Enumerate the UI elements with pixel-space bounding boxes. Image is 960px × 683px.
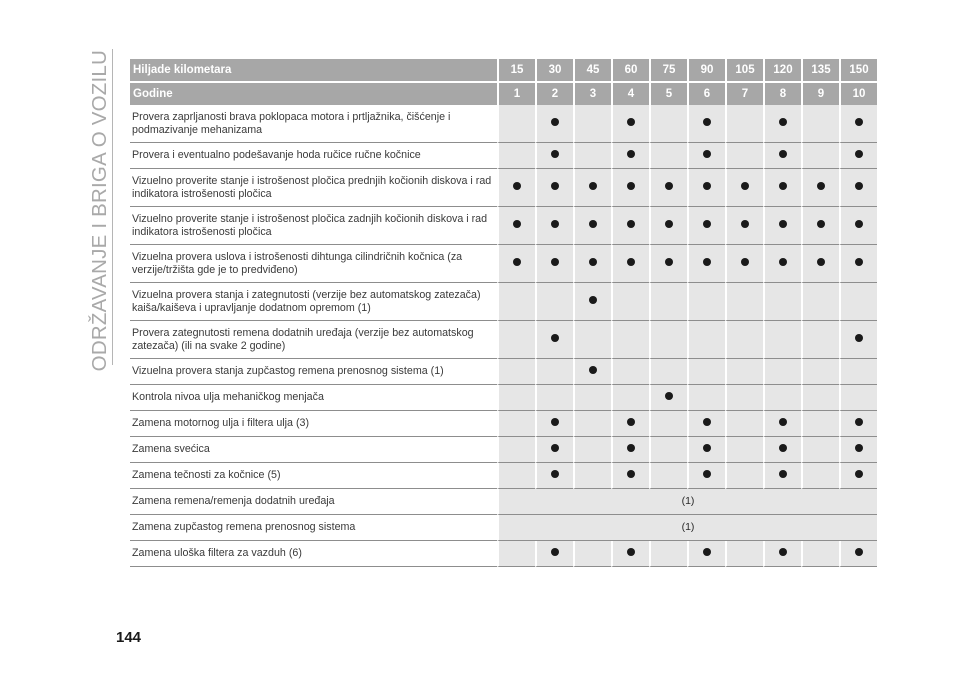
year-header-cell: 8 [763,83,801,105]
schedule-cell [687,437,725,463]
row-label: Zamena motornog ulja i filtera ulja (3) [130,411,497,437]
schedule-cell [725,411,763,437]
km-header-cell: 105 [725,59,763,83]
page-number: 144 [116,629,142,646]
schedule-cell [497,105,535,143]
service-dot-icon [665,392,673,400]
service-dot-icon [627,150,635,158]
service-dot-icon [855,150,863,158]
schedule-cell [649,359,687,385]
service-dot-icon [589,220,597,228]
schedule-cell [801,437,839,463]
schedule-cell [497,169,535,207]
schedule-cell [801,359,839,385]
year-header-cell: 2 [535,83,573,105]
schedule-cell [839,245,877,283]
schedule-cell [535,437,573,463]
service-dot-icon [779,220,787,228]
schedule-cell [649,169,687,207]
year-header-cell: 3 [573,83,611,105]
schedule-cell [763,541,801,567]
schedule-cell [763,437,801,463]
row-note: (1) [681,495,695,507]
schedule-cell [535,105,573,143]
service-dot-icon [551,220,559,228]
year-header-cell: 10 [839,83,877,105]
year-header-cell: 9 [801,83,839,105]
service-dot-icon [703,150,711,158]
km-header-label: Hiljade kilometara [130,59,497,83]
schedule-cell [839,143,877,169]
schedule-cell [611,143,649,169]
service-dot-icon [665,258,673,266]
schedule-cell [649,207,687,245]
km-header-cell: 15 [497,59,535,83]
table-row [130,207,877,245]
schedule-cell [801,463,839,489]
schedule-cell [763,143,801,169]
schedule-cell [763,207,801,245]
schedule-cell [801,105,839,143]
schedule-cell [801,169,839,207]
schedule-cell [725,385,763,411]
row-note-cell [497,515,877,541]
schedule-cell [611,207,649,245]
service-dot-icon [779,548,787,556]
schedule-cell [725,207,763,245]
schedule-cell [611,385,649,411]
table-row [130,411,877,437]
schedule-cell [611,359,649,385]
row-label: Zamena uloška filtera za vazduh (6) [130,541,497,567]
maintenance-schedule-table [130,59,877,567]
schedule-cell [649,321,687,359]
row-label: Zamena tečnosti za kočnice (5) [130,463,497,489]
service-dot-icon [855,548,863,556]
row-label: Zamena zupčastog remena prenosnog sistema [130,515,497,541]
row-label: Provera zaprljanosti brava poklopaca motora i prtljažnika, čišćenje i podmazivanje mehanizama [130,105,497,143]
schedule-cell [497,437,535,463]
schedule-cell [725,321,763,359]
service-dot-icon [817,182,825,190]
section-title-text: ODRŽAVANJE I BRIGA O VOZILU [88,50,111,372]
schedule-cell [687,411,725,437]
schedule-cell [497,411,535,437]
schedule-cell [725,143,763,169]
schedule-cell [573,321,611,359]
schedule-cell [573,143,611,169]
service-dot-icon [741,258,749,266]
schedule-cell [611,463,649,489]
year-header-cell: 7 [725,83,763,105]
row-label: Vizuelno proverite stanje i istrošenost pločica zadnjih kočionih diskova i rad indikatora istrošenosti pločica [130,207,497,245]
schedule-cell [611,169,649,207]
schedule-cell [535,541,573,567]
km-header-cell: 150 [839,59,877,83]
schedule-cell [725,359,763,385]
service-dot-icon [627,418,635,426]
table-row [130,245,877,283]
table-row [130,463,877,489]
service-dot-icon [779,258,787,266]
schedule-cell [801,283,839,321]
service-dot-icon [779,182,787,190]
schedule-cell [573,437,611,463]
schedule-cell [801,411,839,437]
schedule-cell [497,245,535,283]
schedule-cell [535,321,573,359]
service-dot-icon [513,220,521,228]
table-row [130,143,877,169]
km-header-cell: 90 [687,59,725,83]
schedule-cell [497,359,535,385]
km-header-cell: 75 [649,59,687,83]
schedule-cell [839,385,877,411]
schedule-cell [497,463,535,489]
schedule-cell [497,207,535,245]
schedule-cell [649,411,687,437]
row-label: Provera i eventualno podešavanje hoda ručice ručne kočnice [130,143,497,169]
service-dot-icon [741,182,749,190]
schedule-cell [497,385,535,411]
row-label: Kontrola nivoa ulja mehaničkog menjača [130,385,497,411]
service-dot-icon [589,366,597,374]
row-label: Zamena svećica [130,437,497,463]
schedule-cell [611,321,649,359]
service-dot-icon [589,258,597,266]
service-dot-icon [551,150,559,158]
service-dot-icon [779,118,787,126]
schedule-cell [839,463,877,489]
km-header-cell: 30 [535,59,573,83]
service-dot-icon [627,118,635,126]
schedule-cell [763,385,801,411]
service-dot-icon [703,444,711,452]
schedule-cell [497,321,535,359]
service-dot-icon [779,418,787,426]
schedule-cell [535,207,573,245]
schedule-cell [573,385,611,411]
schedule-cell [687,245,725,283]
row-note-cell [497,489,877,515]
service-dot-icon [627,258,635,266]
schedule-cell [535,169,573,207]
table-row [130,321,877,359]
service-dot-icon [703,220,711,228]
row-label: Vizuelna provera stanja zupčastog remena prenosnog sistema (1) [130,359,497,385]
service-dot-icon [703,258,711,266]
service-dot-icon [627,444,635,452]
schedule-cell [535,283,573,321]
service-dot-icon [779,444,787,452]
schedule-cell [839,541,877,567]
service-dot-icon [855,470,863,478]
service-dot-icon [589,182,597,190]
service-dot-icon [551,334,559,342]
year-header-cell: 4 [611,83,649,105]
schedule-cell [649,437,687,463]
service-dot-icon [551,548,559,556]
schedule-cell [611,411,649,437]
schedule-cell [763,283,801,321]
service-dot-icon [665,220,673,228]
schedule-cell [611,541,649,567]
schedule-cell [763,411,801,437]
service-dot-icon [855,334,863,342]
schedule-cell [839,321,877,359]
row-note: (1) [681,521,695,533]
schedule-cell [535,143,573,169]
service-dot-icon [779,470,787,478]
service-dot-icon [703,548,711,556]
schedule-cell [573,541,611,567]
table-header [130,59,877,105]
service-dot-icon [855,118,863,126]
row-label: Vizuelna provera stanja i zategnutosti (verzije bez automatskog zatezača) kaiša/kaiševa i upravljanje dodatnom opremom (1) [130,283,497,321]
service-dot-icon [513,258,521,266]
schedule-cell [839,207,877,245]
schedule-cell [687,283,725,321]
service-dot-icon [817,220,825,228]
schedule-cell [801,245,839,283]
service-dot-icon [551,470,559,478]
service-dot-icon [703,470,711,478]
service-dot-icon [627,548,635,556]
service-dot-icon [703,118,711,126]
schedule-cell [839,283,877,321]
schedule-cell [573,359,611,385]
service-dot-icon [627,182,635,190]
schedule-cell [725,245,763,283]
schedule-cell [535,411,573,437]
schedule-cell [649,283,687,321]
schedule-cell [801,207,839,245]
schedule-cell [687,143,725,169]
schedule-cell [535,359,573,385]
service-dot-icon [551,418,559,426]
schedule-cell [611,105,649,143]
schedule-cell [535,385,573,411]
schedule-cell [687,359,725,385]
schedule-cell [763,245,801,283]
schedule-cell [839,411,877,437]
years-header-label: Godine [130,83,497,105]
service-dot-icon [627,220,635,228]
schedule-cell [573,105,611,143]
schedule-cell [687,541,725,567]
schedule-cell [649,245,687,283]
section-title [85,50,115,370]
row-label: Provera zategnutosti remena dodatnih uređaja (verzije bez automatskog zatezača) (ili na svake 2 godine) [130,321,497,359]
service-dot-icon [627,470,635,478]
service-dot-icon [817,258,825,266]
table-row [130,437,877,463]
service-dot-icon [779,150,787,158]
schedule-cell [573,283,611,321]
km-header-row [130,59,877,83]
schedule-cell [839,105,877,143]
schedule-cell [497,283,535,321]
year-header-cell: 6 [687,83,725,105]
service-dot-icon [551,182,559,190]
schedule-cell [535,463,573,489]
service-dot-icon [855,220,863,228]
table-row [130,105,877,143]
years-header-row [130,83,877,105]
schedule-cell [839,437,877,463]
schedule-cell [725,541,763,567]
km-header-cell: 60 [611,59,649,83]
schedule-cell [611,245,649,283]
table-row [130,489,877,515]
schedule-cell [573,207,611,245]
schedule-cell [763,359,801,385]
year-header-cell: 5 [649,83,687,105]
schedule-cell [573,245,611,283]
service-dot-icon [551,444,559,452]
service-dot-icon [513,182,521,190]
section-divider [112,49,113,365]
schedule-cell [649,463,687,489]
service-dot-icon [589,296,597,304]
schedule-cell [687,105,725,143]
schedule-cell [801,143,839,169]
service-dot-icon [665,182,673,190]
table-row [130,283,877,321]
schedule-cell [763,105,801,143]
table-row [130,169,877,207]
schedule-cell [725,437,763,463]
schedule-cell [839,359,877,385]
schedule-cell [687,321,725,359]
schedule-cell [763,463,801,489]
schedule-cell [573,411,611,437]
service-dot-icon [741,220,749,228]
schedule-cell [763,321,801,359]
service-dot-icon [551,258,559,266]
schedule-cell [687,463,725,489]
schedule-cell [649,541,687,567]
schedule-cell [649,105,687,143]
km-header-cell: 120 [763,59,801,83]
schedule-cell [649,143,687,169]
schedule-cell [801,321,839,359]
schedule-cell [535,245,573,283]
schedule-cell [839,169,877,207]
schedule-cell [687,207,725,245]
schedule-cell [725,105,763,143]
table-body [130,105,877,567]
schedule-cell [611,283,649,321]
schedule-cell [725,283,763,321]
schedule-cell [611,437,649,463]
table-row [130,359,877,385]
service-dot-icon [551,118,559,126]
schedule-cell [725,463,763,489]
table-row [130,385,877,411]
service-dot-icon [703,182,711,190]
schedule-cell [801,385,839,411]
row-label: Vizuelno proverite stanje i istrošenost pločica prednjih kočionih diskova i rad indikatora istrošenosti pločica [130,169,497,207]
km-header-cell: 135 [801,59,839,83]
schedule-cell [573,463,611,489]
year-header-cell: 1 [497,83,535,105]
service-dot-icon [855,444,863,452]
schedule-cell [497,143,535,169]
service-dot-icon [855,418,863,426]
table-row [130,515,877,541]
schedule-cell [763,169,801,207]
km-header-cell: 45 [573,59,611,83]
service-dot-icon [855,182,863,190]
schedule-cell [649,385,687,411]
row-label: Zamena remena/remenja dodatnih uređaja [130,489,497,515]
schedule-cell [725,169,763,207]
schedule-cell [687,385,725,411]
row-label: Vizuelna provera uslova i istrošenosti dihtunga cilindričnih kočnica (za verzije/tržišta gde je to predviđeno) [130,245,497,283]
service-dot-icon [855,258,863,266]
table-row [130,541,877,567]
schedule-cell [497,541,535,567]
schedule-cell [687,169,725,207]
schedule-cell [801,541,839,567]
service-dot-icon [703,418,711,426]
schedule-cell [573,169,611,207]
